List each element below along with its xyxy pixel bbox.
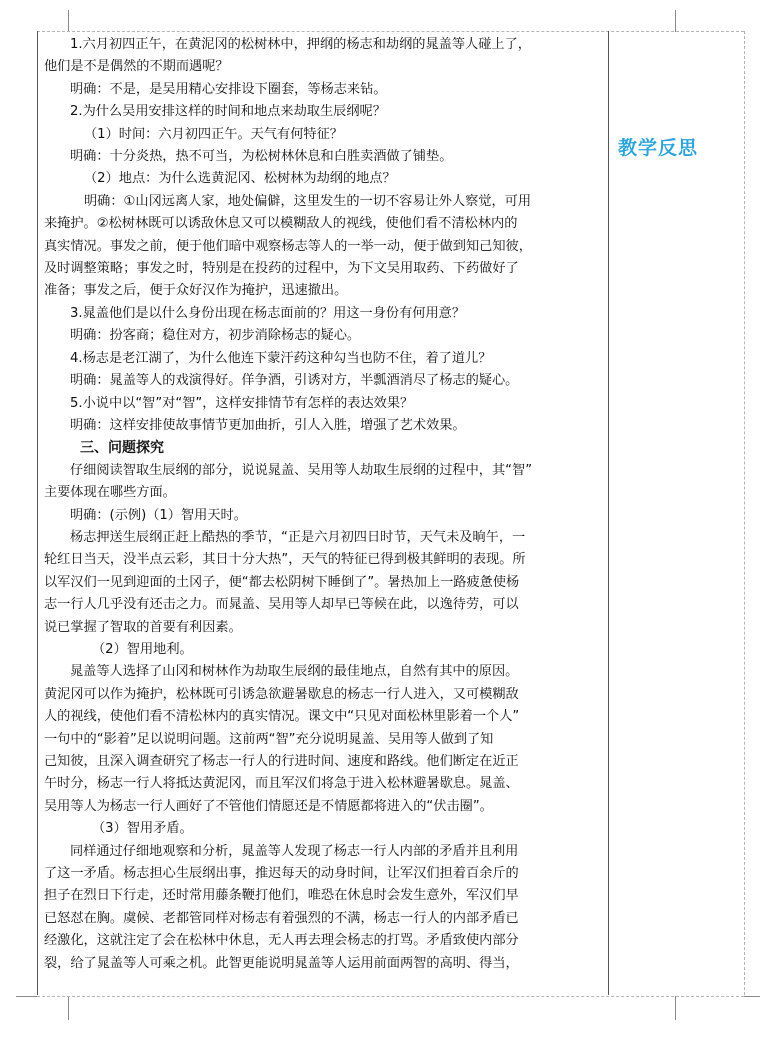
- text-line: 真实情况。事发之前，便于他们暗中观察杨志等人的一举一动，便于做到知己知彼，: [44, 238, 532, 254]
- text-line: （2）智用地利。: [92, 641, 193, 657]
- text-line: 及时调整策略；事发之时，特别是在投药的过程中，为下文吴用取药、下药做好了: [44, 261, 519, 277]
- text-line: （1）时间：六月初四正午。天气有何特征？: [84, 126, 343, 142]
- crop-mark-bottom-right-v: [675, 996, 676, 1020]
- text-line: 明确：晁盖等人的戏演得好。佯争酒，引诱对方，半瓢酒消尽了杨志的疑心。: [70, 373, 519, 389]
- text-line: 以军汉们一见到迎面的土冈子，便“都去松阴树下睡倒了”。暑热加上一路疲惫使杨: [44, 574, 520, 590]
- text-line: 担子在烈日下行走，还时常用藤条鞭打他们，唯恐在休息时会发生意外，军汉们早: [44, 888, 519, 904]
- lesson-content: [44, 34, 602, 975]
- text-line: 明确：(示例)（1）智用天时。: [70, 507, 247, 523]
- text-line: 准备；事发之后，便于众好汉作为掩护，迅速撤出。: [44, 283, 348, 299]
- text-line: 1.六月初四正午，在黄泥冈的松树林中，押纲的杨志和劫纲的晁盖等人碰上了，: [70, 37, 531, 52]
- text-line: 明确：扮客商；稳住对方，初步消除杨志的疑心。: [70, 328, 361, 344]
- text-line: 3.晁盖他们是以什么身份出现在杨志面前的？用这一身份有何用意？: [70, 305, 466, 321]
- text-line: 明确：这样安排使故事情节更加曲折，引人入胜，增强了艺术效果。: [70, 417, 466, 433]
- text-line: 志一行人几乎没有还击之力。而晁盖、吴用等人却早已等候在此，以逸待劳，可以: [44, 597, 519, 613]
- text-line: 5.小说中以“智”对“智”，这样安排情节有怎样的表达效果？: [70, 395, 414, 411]
- crop-mark-top-left-v: [68, 10, 69, 32]
- reflection-cell: [608, 31, 745, 995]
- text-line: 一句中的“影着”足以说明问题。这前两“智”充分说明晁盖、吴用等人做到了知: [44, 731, 494, 747]
- text-line: 经激化，这就注定了会在松林中休息，无人再去理会杨志的打骂。矛盾致使内部分: [44, 933, 519, 949]
- text-line: （2）地点：为什么选黄泥冈、松树林为劫纲的地点？: [84, 171, 396, 187]
- text-line: 4.杨志是老江湖了，为什么他连下蒙汗药这种勾当也防不住，着了道儿？: [70, 350, 492, 366]
- text-line: 杨志押送生辰纲正赶上酷热的季节，“正是六月初四日时节，天气未及晌午，一: [70, 529, 526, 545]
- text-line: 2.为什么吴用安排这样的时间和地点来劫取生辰纲呢？: [70, 104, 386, 120]
- text-line: 明确：十分炎热，热不可当，为松树林休息和白胜卖酒做了铺垫。: [70, 149, 453, 165]
- text-line: 他们是不是偶然的不期而遇呢？: [44, 59, 229, 75]
- text-line: 主要体现在哪些方面。: [44, 485, 176, 501]
- text-line: 己知彼，且深入调查研究了杨志一行人的行进时间、速度和路线。他们断定在近正: [44, 754, 519, 769]
- crop-mark-bottom-left-v: [68, 996, 69, 1020]
- crop-mark-top-right-v: [675, 10, 676, 32]
- crop-mark-bottom-left-h: [16, 996, 37, 997]
- text-line: 来掩护。②松树林既可以诱敌休息又可以模糊敌人的视线，使他们看不清松林内的: [44, 216, 518, 232]
- reflection-title: 教学反思: [618, 137, 699, 159]
- text-line: 午时分，杨志一行人将抵达黄泥冈，而且军汉们将急于进入松林避暑歇息。晁盖、: [44, 776, 519, 792]
- text-line: 轮红日当天，没半点云彩，其日十分大热”，天气的特征已得到极其鲜明的表现。所: [44, 552, 526, 568]
- text-line: 说已掌握了智取的首要有利因素。: [44, 619, 242, 635]
- text-line: 晁盖等人选择了山冈和树林作为劫取生辰纲的最佳地点，自然有其中的原因。: [70, 664, 519, 680]
- section-heading: 三、问题探究: [80, 440, 164, 457]
- crop-mark-bottom-right-h: [744, 996, 760, 997]
- text-line: 吴用等人为杨志一行人画好了不管他们情愿还是不情愿都将进入的“伏击圈”。: [44, 798, 493, 814]
- text-line: 了这一矛盾。杨志担心生辰纲出事，推迟每天的动身时间，让军汉们担着百余斤的: [44, 866, 519, 882]
- text-line: 明确：①山冈远离人家，地处偏僻，这里发生的一切不容易让外人察觉，可用: [84, 193, 532, 209]
- text-line: 黄泥冈可以作为掩护，松林既可引诱急欲避暑歇息的杨志一行人进入，又可模糊敌: [44, 686, 519, 702]
- text-line: 已怒怼在胸。虞候、老都管同样对杨志有着强烈的不满，杨志一行人的内部矛盾已: [44, 910, 519, 926]
- text-line: 同样通过仔细地观察和分析，晁盖等人发现了杨志一行人内部的矛盾并且利用: [70, 843, 519, 859]
- text-line: 明确：不是，是吴用精心安排设下圈套，等杨志来钻。: [70, 81, 387, 97]
- text-line: 人的视线，使他们看不清松林内的真实情况。课文中“只见对面松林里影着一个人”: [44, 709, 520, 725]
- text-line: 仔细阅读智取生辰纲的部分，说说晁盖、吴用等人劫取生辰纲的过程中，其“智”: [70, 462, 533, 478]
- text-line: 裂，给了晁盖等人可乘之机。此智更能说明晁盖等人运用前面两智的高明、得当，: [44, 955, 519, 971]
- text-line: （3）智用矛盾。: [92, 821, 193, 837]
